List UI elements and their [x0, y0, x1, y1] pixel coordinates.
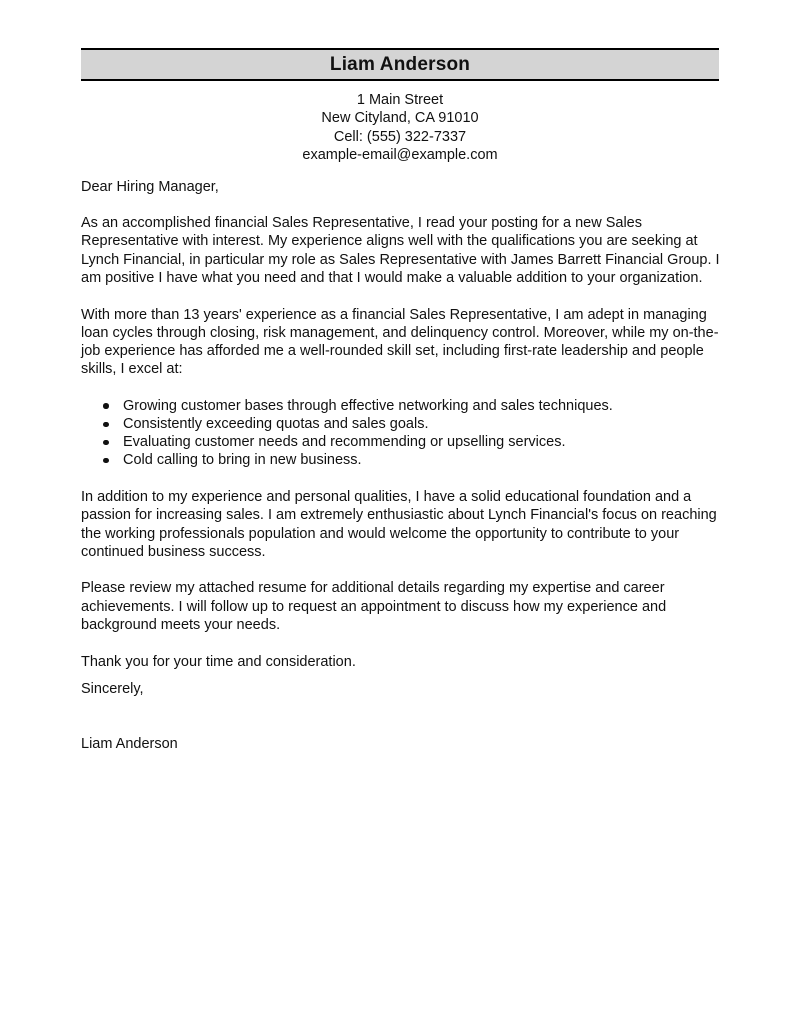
- skill-item: Consistently exceeding quotas and sales goals.: [123, 415, 721, 433]
- paragraph-followup: Please review my attached resume for additional details regarding my expertise and career achievements. I will follow up to request an appointment to discuss how my experience and background meets your needs.: [81, 580, 667, 633]
- contact-block: [81, 91, 719, 165]
- skill-item: Growing customer bases through effective networking and sales techniques.: [123, 397, 721, 415]
- name-header-bar: [81, 48, 719, 81]
- thanks-line: Thank you for your time and consideration.: [81, 653, 356, 670]
- paragraph-intro: As an accomplished financial Sales Representative, I read your posting for a new Sales Representative with interest. My experience aligns well with the qualifications you are seeking at Lynch Financial, in particular my role as Sales Representative with James Barrett Financial Group. I am positive I have what you need and that I would make a valuable addition to your organization.: [81, 215, 720, 286]
- skill-item: Cold calling to bring in new business.: [123, 451, 721, 469]
- email-address: example-email@example.com: [302, 147, 498, 164]
- skill-item: Evaluating customer needs and recommending or upselling services.: [123, 433, 721, 451]
- applicant-name-heading: Liam Anderson: [329, 53, 471, 75]
- paragraph-education: In addition to my experience and personal qualities, I have a solid educational foundation and a passion for increasing sales. I am extremely enthusiastic about Lynch Financial's focus on reaching the working professionals population and would welcome the opportunity to contribute to your continued business success.: [81, 489, 717, 560]
- street-address: 1 Main Street: [356, 92, 444, 108]
- letter-body: [81, 178, 721, 754]
- signature-name: Liam Anderson: [81, 736, 178, 753]
- phone-number: Cell: (555) 322-7337: [333, 128, 467, 145]
- skills-list: [81, 397, 721, 470]
- city-state-zip: New Cityland, CA 91010: [321, 110, 479, 127]
- salutation: Dear Hiring Manager,: [81, 179, 219, 195]
- paragraph-experience: With more than 13 years' experience as a financial Sales Representative, I am adept in managing loan cycles through closing, risk management, and delinquency control. Moreover, while my on-the-job experience has afforded me a well-rounded skill set, including first-rate leadership and people skills, I excel at:: [81, 306, 719, 378]
- sign-off: Sincerely,: [81, 681, 144, 698]
